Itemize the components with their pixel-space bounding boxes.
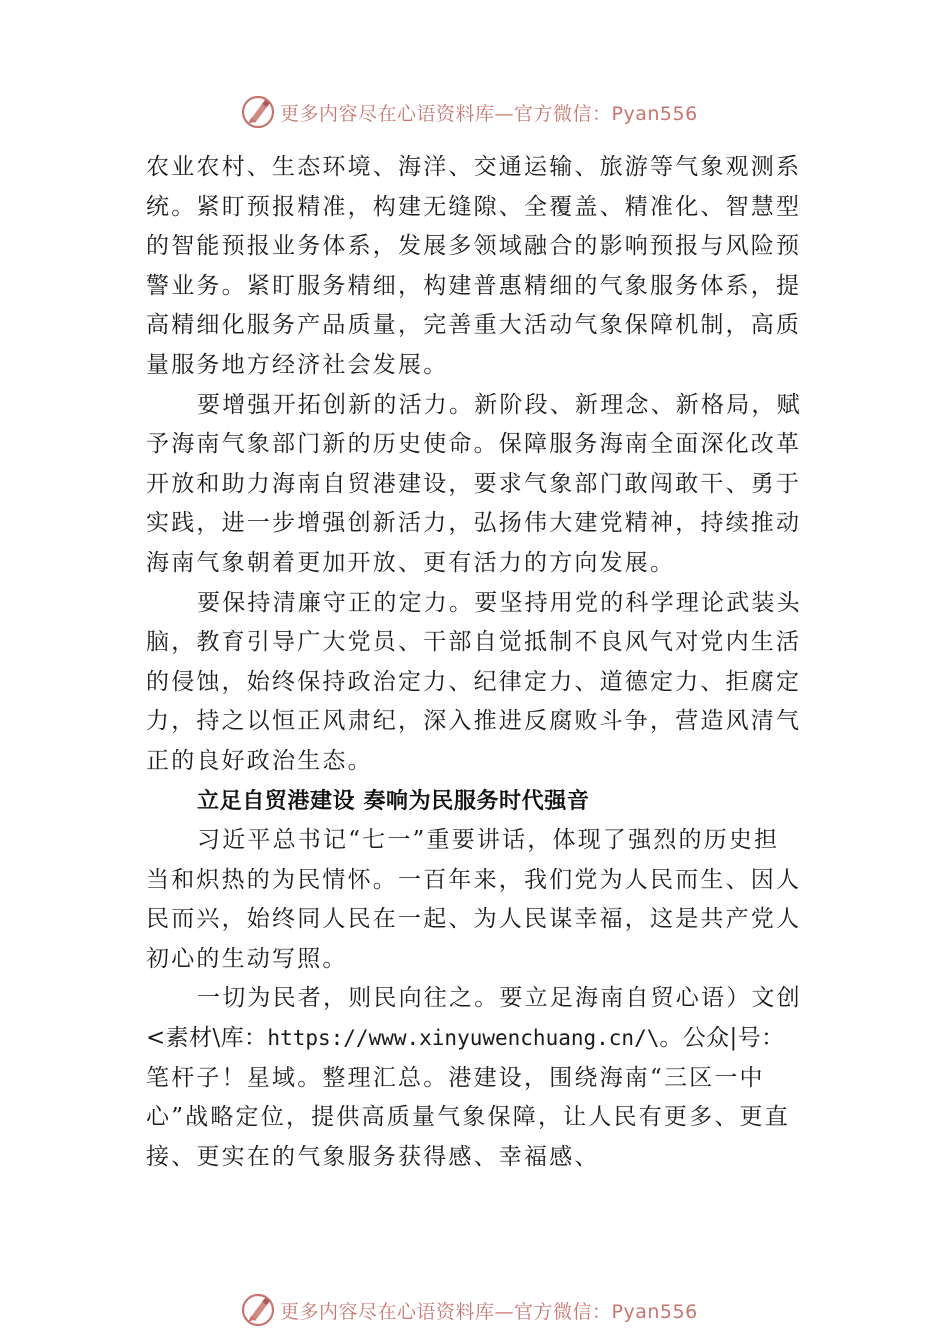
body-line: 一切为民者，则民向往之。要立足海南自贸心语）文创 bbox=[197, 985, 802, 1012]
watermark-right-text: 官方微信： bbox=[514, 102, 612, 125]
url-prefix: <素材\库： bbox=[146, 1025, 268, 1052]
body-line: 开放和助力海南自贸港建设，要求气象部门敢闯敢干、勇于 bbox=[146, 470, 802, 497]
watermark-wechat-id: Pyan556 bbox=[611, 102, 698, 125]
source-url: https://www.xinyuwenchuang.cn/\ bbox=[267, 1026, 660, 1051]
body-line: 农业农村、生态环境、海洋、交通运输、旅游等气象观测系 bbox=[146, 154, 802, 180]
body-line: 海南气象朝着更加开放、更有活力的方向发展。 bbox=[146, 549, 676, 576]
watermark-banner-top bbox=[240, 92, 760, 132]
body-line: 脑，教育引导广大党员、干部自觉抵制不良风气对党内生活 bbox=[146, 629, 802, 656]
watermark-wechat-id: Pyan556 bbox=[611, 1300, 698, 1323]
body-line: 的侵蚀，始终保持政治定力、纪律定力、道德定力、拒腐定 bbox=[146, 668, 802, 695]
body-line: 统。紧盯预报精准，构建无缝隙、全覆盖、精准化、智慧型 bbox=[146, 193, 802, 220]
body-line-with-url bbox=[146, 1019, 818, 1059]
section-heading: 立足自贸港建设 奏响为民服务时代强音 bbox=[197, 788, 590, 814]
body-line: 的智能预报业务体系，发展多领域融合的影响预报与风险预 bbox=[146, 233, 802, 260]
body-line: 实践，进一步增强创新活力，弘扬伟大建党精神，持续推动 bbox=[146, 510, 802, 537]
pen-nib-logo-icon bbox=[240, 94, 276, 130]
watermark-left-text: 更多内容尽在心语资料库 bbox=[280, 102, 495, 125]
body-line: 心”战略定位，提供高质量气象保障，让人民有更多、更直 bbox=[146, 1104, 790, 1131]
watermark-left-text: 更多内容尽在心语资料库 bbox=[280, 1300, 495, 1323]
body-line: 警业务。紧盯服务精细，构建普惠精细的气象服务体系，提 bbox=[146, 272, 802, 299]
body-line: 习近平总书记“七一”重要讲话，体现了强烈的历史担 bbox=[197, 827, 780, 854]
watermark-dash: — bbox=[494, 102, 515, 125]
body-line: 接、更实在的气象服务获得感、幸福感、 bbox=[146, 1143, 600, 1170]
watermark-banner-bottom bbox=[240, 1290, 760, 1330]
body-line: 要增强开拓创新的活力。新阶段、新理念、新格局，赋 bbox=[197, 391, 802, 418]
body-line: 民而兴，始终同人民在一起、为人民谋幸福，这是共产党人 bbox=[146, 906, 802, 933]
pen-nib-logo-icon bbox=[240, 1292, 276, 1328]
body-line: 当和炽热的为民情怀。一百年来，我们党为人民而生、因人 bbox=[146, 866, 802, 893]
document-body bbox=[146, 148, 818, 1177]
body-line: 力，持之以恒正风肃纪，深入推进反腐败斗争，营造风清气 bbox=[146, 708, 802, 735]
body-line: 高精细化服务产品质量，完善重大活动气象保障机制，高质 bbox=[146, 312, 802, 339]
watermark-dash: — bbox=[494, 1300, 515, 1323]
url-suffix: 。公众|号： bbox=[659, 1025, 785, 1052]
body-line: 予海南气象部门新的历史使命。保障服务海南全面深化改革 bbox=[146, 431, 802, 458]
watermark-right-text: 官方微信： bbox=[514, 1300, 612, 1323]
body-line: 正的良好政治生态。 bbox=[146, 747, 373, 774]
body-line: 量服务地方经济社会发展。 bbox=[146, 351, 449, 378]
body-line: 笔杆子！星域。整理汇总。港建设，围绕海南“三区一中 bbox=[146, 1064, 765, 1091]
body-line: 要保持清廉守正的定力。要坚持用党的科学理论武装头 bbox=[197, 589, 802, 616]
body-line: 初心的生动写照。 bbox=[146, 945, 348, 972]
